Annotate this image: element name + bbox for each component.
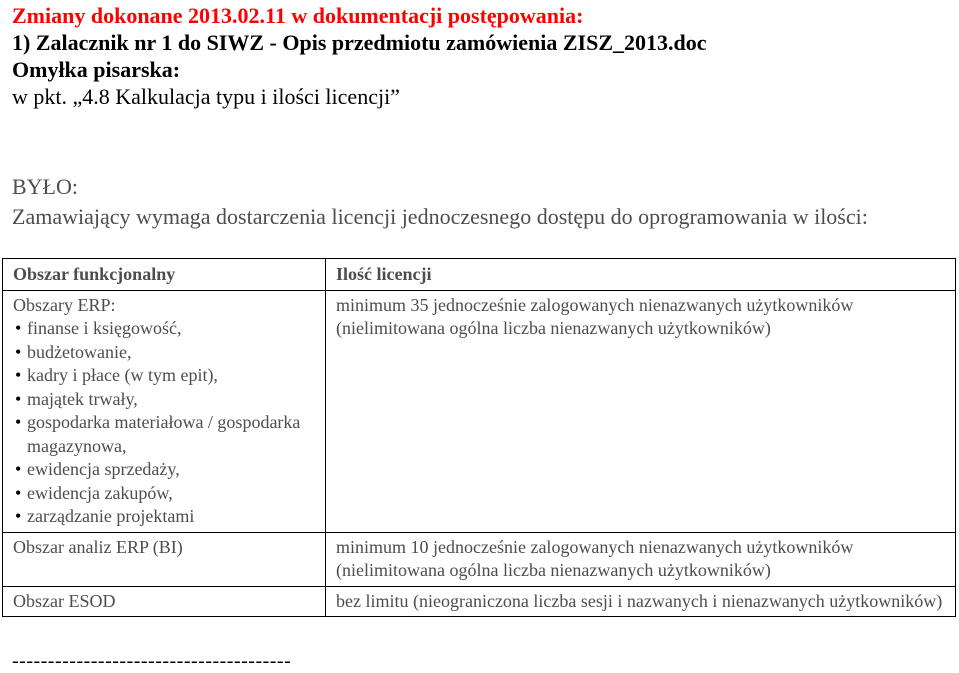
license-table xyxy=(2,258,956,617)
list-item: • ewidencja sprzedaży, xyxy=(15,458,315,482)
list-item: • finanse i księgowość, xyxy=(15,317,315,341)
change-header xyxy=(12,2,707,110)
list-item: • zarządzanie projektami xyxy=(15,505,315,529)
area-cell: Obszar ESOD xyxy=(3,586,326,617)
separator-line: --------------------------------------- xyxy=(12,650,292,672)
licenses-cell: bez limitu (nieograniczona liczba sesji i nazwanych i nienazwanych użytkowników) xyxy=(326,586,956,617)
column-header-area: Obszar funkcjonalny xyxy=(3,259,326,291)
table-row xyxy=(3,290,956,532)
section-label: BYŁO: xyxy=(12,174,78,199)
table-header-row xyxy=(3,259,956,291)
attachment-title: 1) Zalacznik nr 1 do SIWZ - Opis przedmiotu zamówienia ZISZ_2013.doc xyxy=(12,30,707,55)
table-row xyxy=(3,532,956,586)
list-item: • ewidencja zakupów, xyxy=(15,482,315,506)
licenses-cell: minimum 35 jednocześnie zalogowanych nienazwanych użytkowników (nielimitowana ogólna liczba nienazwanych użytkowników) xyxy=(326,290,956,532)
table-row xyxy=(3,586,956,617)
change-title: Zmiany dokonane 2013.02.11 w dokumentacji postępowania: xyxy=(12,3,584,28)
column-header-licenses: Ilość licencji xyxy=(326,259,956,291)
area-cell: Obszar analiz ERP (BI) xyxy=(3,532,326,586)
list-item: • kadry i płace (w tym epit), xyxy=(15,364,315,388)
typo-label: Omyłka pisarska: xyxy=(12,57,181,82)
list-item: • majątek trwały, xyxy=(15,388,315,412)
area-cell xyxy=(3,290,326,532)
licenses-cell: minimum 10 jednocześnie zalogowanych nienazwanych użytkowników (nielimitowana ogólna liczba nienazwanych użytkowników) xyxy=(326,532,956,586)
area-list xyxy=(13,317,315,529)
area-title: Obszary ERP: xyxy=(13,294,116,315)
intro-paragraph: Zamawiający wymaga dostarczenia licencji jednoczesnego dostępu do oprogramowania w ilości: xyxy=(12,204,868,229)
point-reference: w pkt. „4.8 Kalkulacja typu i ilości licencji” xyxy=(12,84,400,109)
list-item: • gospodarka materiałowa / gospodarka magazynowa, xyxy=(15,411,315,458)
list-item: • budżetowanie, xyxy=(15,341,315,365)
